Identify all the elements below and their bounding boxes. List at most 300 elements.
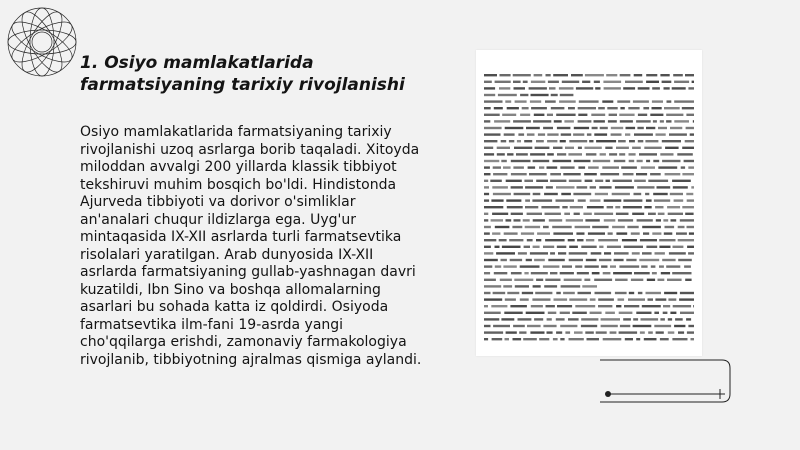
document-text-mark — [664, 292, 677, 294]
document-text-mark — [530, 100, 541, 102]
document-text-mark — [543, 246, 554, 248]
document-text-mark — [557, 305, 572, 307]
document-text-mark — [514, 87, 526, 89]
document-text-mark — [484, 331, 503, 333]
document-text-mark — [532, 199, 552, 201]
document-text-mark — [660, 74, 669, 76]
document-text-mark — [527, 239, 533, 241]
document-text-mark — [484, 160, 499, 162]
document-text-mark — [662, 259, 675, 261]
document-text-mark — [620, 325, 630, 327]
document-text-mark — [664, 87, 670, 89]
document-text-mark — [600, 127, 608, 129]
document-text-mark — [531, 81, 545, 83]
document-text-mark — [665, 173, 681, 175]
document-text-mark — [550, 180, 566, 182]
document-text-mark — [503, 166, 511, 168]
document-text-mark — [578, 166, 585, 168]
document-text-mark — [553, 160, 572, 162]
document-text-mark — [569, 140, 587, 142]
document-text-mark — [648, 298, 654, 300]
document-text-mark — [513, 120, 531, 122]
document-text-mark — [633, 100, 649, 102]
document-text-mark — [499, 239, 507, 241]
document-text-mark — [611, 127, 623, 129]
document-text-mark — [672, 272, 691, 274]
document-text-mark — [562, 206, 567, 208]
document-text-mark — [576, 232, 584, 234]
document-text-mark — [562, 265, 572, 267]
document-text-mark — [556, 186, 575, 188]
document-text-mark — [685, 140, 694, 142]
document-text-mark — [595, 292, 612, 294]
document-text-mark — [560, 312, 570, 314]
document-text-mark — [484, 186, 489, 188]
document-text-mark — [533, 160, 550, 162]
document-text-mark — [686, 193, 693, 195]
document-text-mark — [687, 246, 694, 248]
document-text-mark — [606, 180, 610, 182]
document-text-mark — [594, 213, 613, 215]
document-text-mark — [639, 153, 657, 155]
document-text-mark — [616, 213, 629, 215]
document-text-mark — [561, 193, 571, 195]
document-text-mark — [625, 338, 633, 340]
document-text-mark — [548, 259, 565, 261]
document-text-mark — [578, 147, 582, 149]
document-text-mark — [598, 305, 612, 307]
document-text-mark — [660, 120, 664, 122]
document-text-mark — [600, 153, 606, 155]
document-text-mark — [674, 325, 685, 327]
document-text-mark — [484, 133, 501, 135]
document-text-mark — [484, 213, 488, 215]
document-text-mark — [689, 232, 694, 234]
document-text-mark — [668, 213, 683, 215]
document-text-mark — [533, 285, 541, 287]
document-text-mark — [553, 74, 568, 76]
document-text-mark — [652, 100, 663, 102]
document-text-mark — [639, 259, 659, 261]
document-text-mark — [515, 285, 529, 287]
document-text-mark — [530, 252, 548, 254]
document-text-lines — [476, 50, 702, 356]
document-text-mark — [506, 199, 521, 201]
document-text-mark — [687, 226, 695, 228]
document-text-mark — [688, 87, 694, 89]
document-text-mark — [556, 331, 562, 333]
document-text-mark — [686, 318, 691, 320]
document-text-mark — [674, 120, 689, 122]
document-text-mark — [595, 87, 600, 89]
document-text-mark — [680, 219, 694, 221]
document-text-mark — [491, 219, 503, 221]
document-text-mark — [616, 305, 621, 307]
document-text-mark — [624, 305, 639, 307]
document-text-mark — [676, 232, 687, 234]
document-text-mark — [493, 292, 506, 294]
document-text-mark — [524, 180, 533, 182]
document-text-mark — [575, 305, 595, 307]
document-text-mark — [522, 107, 529, 109]
document-text-mark — [631, 232, 640, 234]
document-text-mark — [682, 107, 694, 109]
document-text-mark — [634, 180, 646, 182]
document-text-mark — [518, 252, 527, 254]
document-text-mark — [503, 285, 512, 287]
document-text-mark — [484, 232, 490, 234]
document-text-mark — [627, 226, 638, 228]
document-text-mark — [493, 325, 510, 327]
document-text-mark — [690, 133, 694, 135]
document-text-mark — [513, 166, 524, 168]
document-text-mark — [574, 127, 589, 129]
document-text-mark — [563, 292, 575, 294]
document-text-mark — [484, 81, 492, 83]
document-text-mark — [572, 312, 587, 314]
document-text-mark — [562, 81, 579, 83]
document-text-mark — [675, 318, 683, 320]
document-text-mark — [484, 166, 490, 168]
document-text-mark — [619, 312, 633, 314]
document-text-mark — [655, 206, 663, 208]
document-text-mark — [578, 114, 587, 116]
document-text-mark — [569, 259, 583, 261]
document-text-mark — [593, 160, 611, 162]
document-text-mark — [506, 331, 517, 333]
document-text-mark — [586, 153, 597, 155]
document-text-mark — [515, 100, 527, 102]
document-text-mark — [590, 186, 596, 188]
document-text-mark — [591, 252, 602, 254]
document-text-mark — [614, 160, 626, 162]
document-page-image — [476, 50, 702, 356]
document-text-mark — [685, 74, 694, 76]
document-text-mark — [672, 338, 687, 340]
document-text-mark — [674, 100, 694, 102]
document-text-mark — [497, 147, 510, 149]
document-text-mark — [632, 213, 644, 215]
document-text-mark — [581, 325, 597, 327]
document-text-mark — [500, 74, 511, 76]
document-text-mark — [525, 186, 543, 188]
document-text-mark — [619, 153, 625, 155]
document-text-mark — [686, 127, 694, 129]
document-text-mark — [514, 279, 533, 281]
document-text-mark — [609, 114, 617, 116]
document-text-mark — [687, 331, 694, 333]
document-text-mark — [569, 246, 578, 248]
document-text-mark — [654, 325, 671, 327]
document-text-mark — [589, 140, 593, 142]
document-text-mark — [484, 305, 488, 307]
document-text-mark — [546, 305, 555, 307]
document-text-mark — [513, 325, 525, 327]
document-text-mark — [579, 100, 599, 102]
document-text-mark — [684, 265, 691, 267]
document-text-mark — [668, 298, 676, 300]
document-text-mark — [547, 166, 558, 168]
document-text-mark — [613, 272, 632, 274]
document-text-mark — [505, 127, 524, 129]
document-text-mark — [682, 173, 694, 175]
document-text-mark — [599, 246, 603, 248]
document-text-mark — [549, 219, 562, 221]
document-text-mark — [663, 219, 668, 221]
document-text-mark — [484, 140, 497, 142]
document-text-mark — [543, 127, 553, 129]
document-text-mark — [501, 318, 514, 320]
document-text-mark — [646, 160, 650, 162]
document-text-mark — [664, 107, 680, 109]
document-text-mark — [484, 147, 493, 149]
document-text-mark — [626, 259, 636, 261]
document-text-mark — [618, 140, 626, 142]
document-text-mark — [618, 219, 633, 221]
document-text-mark — [653, 193, 668, 195]
document-text-mark — [665, 226, 675, 228]
document-text-mark — [599, 186, 611, 188]
document-text-mark — [663, 312, 668, 314]
document-text-mark — [600, 173, 619, 175]
document-text-mark — [631, 279, 643, 281]
document-text-mark — [536, 239, 541, 241]
document-text-mark — [514, 147, 532, 149]
document-text-mark — [647, 279, 655, 281]
document-text-mark — [678, 331, 684, 333]
document-text-mark — [553, 232, 573, 234]
document-text-mark — [505, 298, 516, 300]
document-text-mark — [569, 252, 588, 254]
document-text-mark — [514, 193, 531, 195]
document-text-mark — [642, 305, 661, 307]
document-text-mark — [610, 331, 617, 333]
document-text-mark — [578, 120, 592, 122]
document-text-mark — [662, 140, 681, 142]
document-text-mark — [616, 147, 629, 149]
document-text-mark — [585, 147, 602, 149]
document-text-mark — [565, 147, 574, 149]
document-text-mark — [585, 74, 604, 76]
document-text-mark — [667, 279, 682, 281]
document-text-mark — [652, 107, 662, 109]
document-text-mark — [513, 338, 522, 340]
document-text-mark — [653, 160, 659, 162]
document-text-mark — [493, 166, 501, 168]
document-text-mark — [644, 338, 657, 340]
document-text-mark — [620, 107, 624, 109]
document-text-mark — [545, 213, 561, 215]
document-text-mark — [544, 193, 558, 195]
document-text-mark — [652, 272, 657, 274]
document-text-mark — [590, 199, 601, 201]
document-text-mark — [632, 252, 640, 254]
document-text-mark — [638, 114, 647, 116]
document-text-mark — [494, 272, 508, 274]
document-text-mark — [546, 74, 551, 76]
document-text-mark — [520, 298, 529, 300]
document-text-mark — [646, 292, 662, 294]
document-text-mark — [636, 312, 651, 314]
document-text-mark — [629, 160, 635, 162]
document-text-mark — [581, 246, 596, 248]
document-text-mark — [590, 312, 602, 314]
document-text-mark — [547, 114, 553, 116]
document-text-mark — [595, 180, 603, 182]
document-text-mark — [504, 232, 518, 234]
document-text-mark — [611, 133, 622, 135]
document-text-mark — [672, 180, 691, 182]
document-text-mark — [547, 331, 553, 333]
document-text-mark — [527, 213, 542, 215]
document-text-mark — [525, 199, 530, 201]
document-text-mark — [484, 318, 499, 320]
document-text-mark — [626, 127, 636, 129]
document-text-mark — [598, 239, 618, 241]
document-text-mark — [669, 133, 687, 135]
document-text-mark — [658, 127, 667, 129]
document-text-mark — [529, 173, 547, 175]
document-text-mark — [615, 279, 628, 281]
document-text-mark — [534, 74, 543, 76]
document-text-mark — [623, 173, 634, 175]
document-text-mark — [504, 133, 515, 135]
document-text-mark — [533, 219, 545, 221]
document-text-mark — [645, 193, 649, 195]
document-text-mark — [484, 279, 496, 281]
document-text-mark — [604, 199, 622, 201]
document-text-mark — [606, 74, 617, 76]
document-text-mark — [492, 232, 500, 234]
document-text-mark — [660, 153, 673, 155]
document-text-mark — [629, 292, 634, 294]
document-text-mark — [494, 120, 510, 122]
document-text-mark — [556, 292, 561, 294]
document-text-mark — [568, 107, 575, 109]
document-text-mark — [525, 226, 540, 228]
document-text-mark — [550, 252, 555, 254]
document-text-mark — [484, 265, 492, 267]
document-text-mark — [640, 331, 645, 333]
document-text-mark — [491, 199, 503, 201]
document-text-mark — [484, 272, 490, 274]
document-text-mark — [661, 272, 670, 274]
document-text-mark — [541, 206, 559, 208]
document-text-mark — [619, 331, 638, 333]
document-text-mark — [637, 160, 643, 162]
document-text-mark — [504, 312, 522, 314]
document-text-mark — [523, 338, 537, 340]
document-text-mark — [678, 259, 692, 261]
document-text-mark — [608, 120, 617, 122]
document-text-mark — [602, 166, 619, 168]
document-text-mark — [629, 153, 636, 155]
document-text-mark — [686, 114, 694, 116]
document-text-mark — [497, 153, 505, 155]
document-text-mark — [637, 219, 653, 221]
document-text-mark — [680, 312, 694, 314]
document-text-mark — [527, 133, 535, 135]
document-text-mark — [648, 180, 668, 182]
document-text-mark — [502, 114, 516, 116]
document-text-mark — [636, 120, 651, 122]
document-text-mark — [569, 298, 587, 300]
document-text-mark — [510, 305, 527, 307]
document-text-mark — [506, 219, 512, 221]
document-text-mark — [616, 232, 627, 234]
document-text-mark — [493, 173, 507, 175]
document-text-mark — [556, 199, 575, 201]
document-text-mark — [496, 252, 515, 254]
document-text-mark — [505, 338, 510, 340]
document-text-mark — [685, 279, 691, 281]
document-text-mark — [500, 279, 512, 281]
document-text-mark — [643, 107, 649, 109]
document-text-mark — [495, 226, 510, 228]
document-text-mark — [599, 259, 611, 261]
document-text-mark — [484, 180, 488, 182]
document-text-mark — [529, 87, 547, 89]
document-text-mark — [673, 246, 684, 248]
document-text-mark — [551, 107, 565, 109]
document-text-mark — [577, 239, 583, 241]
document-text-mark — [531, 305, 543, 307]
document-text-mark — [667, 100, 672, 102]
document-text-mark — [601, 318, 620, 320]
document-text-mark — [573, 193, 591, 195]
document-text-mark — [659, 239, 675, 241]
document-text-mark — [507, 206, 523, 208]
document-text-mark — [518, 133, 524, 135]
document-text-mark — [558, 252, 566, 254]
document-text-mark — [659, 265, 664, 267]
document-text-mark — [584, 279, 590, 281]
document-text-mark — [561, 285, 581, 287]
document-text-mark — [603, 81, 621, 83]
document-text-mark — [669, 252, 686, 254]
document-text-mark — [501, 140, 507, 142]
document-text-mark — [554, 298, 568, 300]
document-text-mark — [642, 226, 661, 228]
document-text-mark — [578, 199, 586, 201]
document-text-mark — [546, 186, 553, 188]
document-text-mark — [588, 232, 605, 234]
document-text-mark — [493, 193, 511, 195]
document-text-mark — [559, 87, 574, 89]
document-text-mark — [607, 107, 617, 109]
document-text-mark — [632, 147, 641, 149]
document-text-mark — [528, 166, 536, 168]
document-text-mark — [557, 127, 571, 129]
document-text-mark — [660, 318, 665, 320]
document-text-mark — [545, 239, 565, 241]
document-text-mark — [658, 213, 665, 215]
document-text-mark — [608, 232, 613, 234]
document-text-mark — [568, 239, 575, 241]
document-text-mark — [643, 232, 649, 234]
document-text-mark — [585, 180, 593, 182]
document-text-mark — [590, 298, 596, 300]
document-text-mark — [484, 312, 501, 314]
document-text-mark — [484, 94, 495, 96]
document-text-mark — [664, 232, 673, 234]
document-text-mark — [625, 133, 630, 135]
document-text-mark — [646, 127, 655, 129]
document-text-mark — [492, 213, 508, 215]
document-text-mark — [511, 186, 523, 188]
document-text-mark — [660, 338, 669, 340]
document-text-mark — [577, 186, 588, 188]
